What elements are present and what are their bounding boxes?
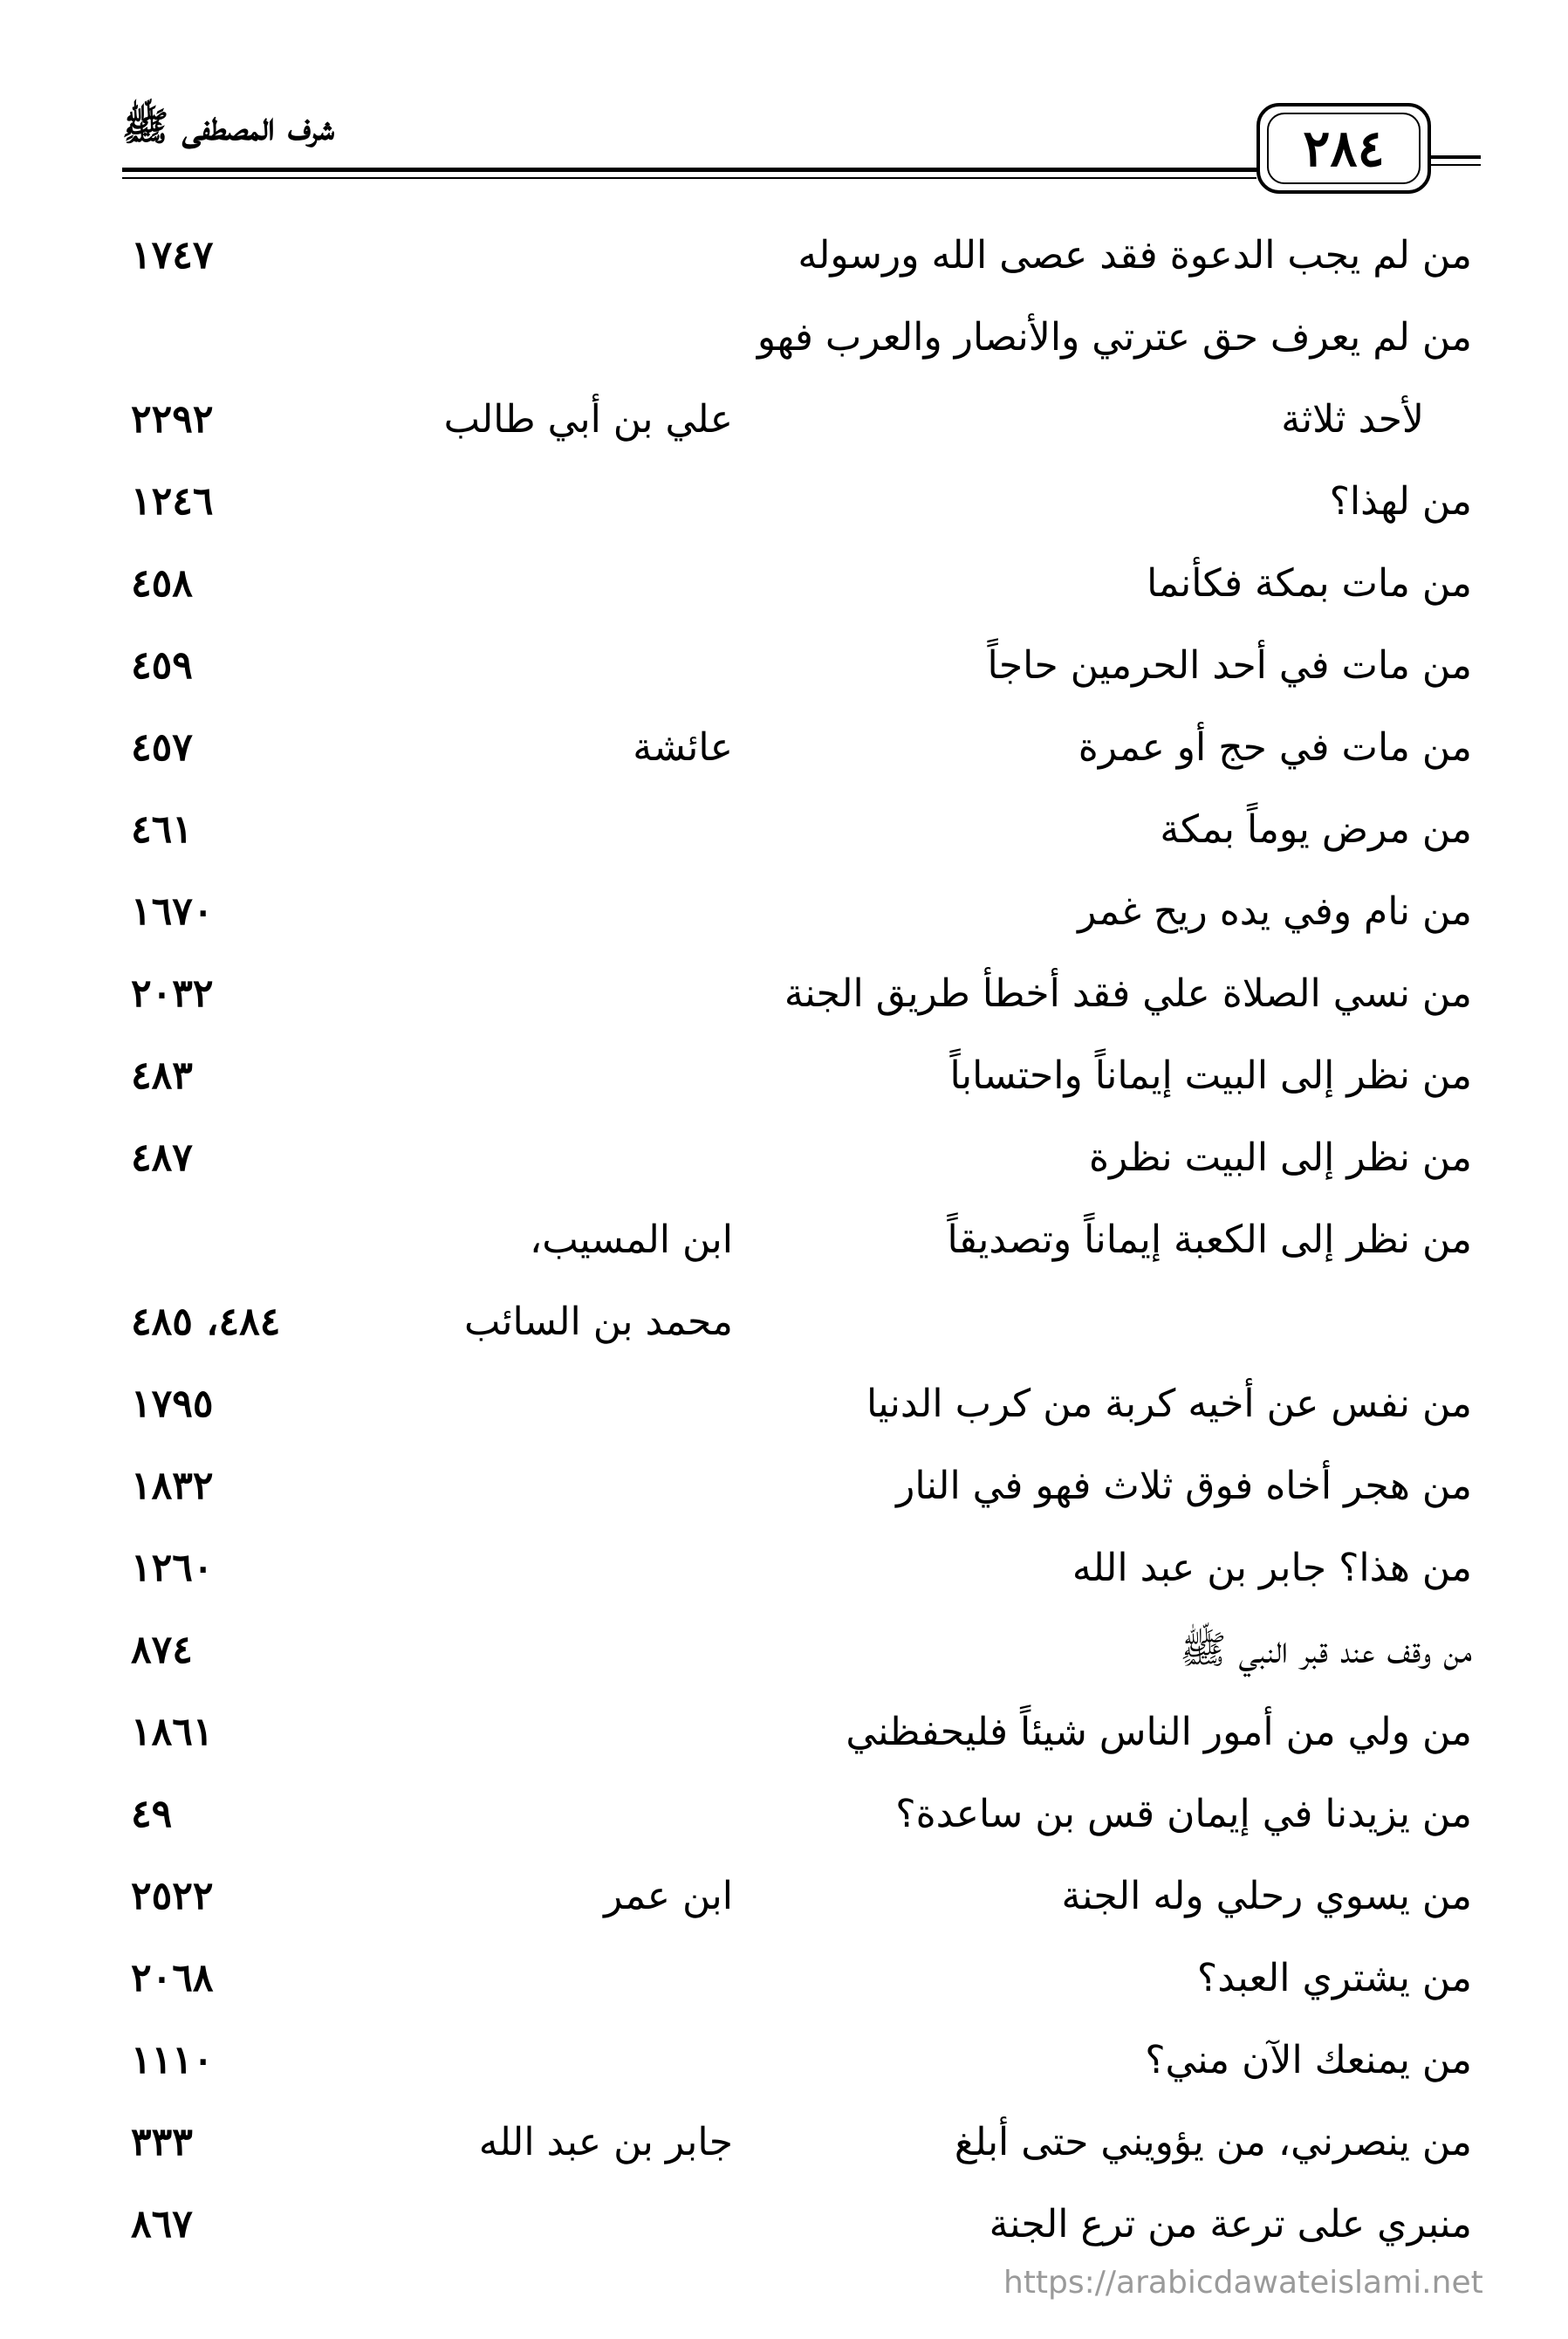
hadith-number: ١٦٧٠ <box>131 889 214 934</box>
hadith-number: ١٨٦١ <box>131 1710 214 1754</box>
page-number: ٢٨٤ <box>1267 113 1421 184</box>
hadith-text: من يسوي رحلي وله الجنة <box>1061 1874 1472 1918</box>
hadith-text: من لهذا؟ <box>1329 479 1472 524</box>
hadith-text: من يزيدنا في إيمان قس بن ساعدة؟ <box>895 1792 1472 1836</box>
index-entry <box>0 1866 1568 1927</box>
hadith-number: ١٢٦٠ <box>131 1546 214 1590</box>
hadith-number: ٨٧٤ <box>131 1628 193 1672</box>
hadith-number: ٤٥٧ <box>131 725 193 770</box>
hadith-text: من مرض يوماً بمكة <box>1160 807 1472 852</box>
hadith-number: ٤٨٣ <box>131 1053 193 1098</box>
index-entry <box>0 307 1568 368</box>
index-entry <box>0 2194 1568 2255</box>
hadith-number: ٤٥٨ <box>131 561 193 606</box>
index-entry <box>0 635 1568 696</box>
hadith-text: من نسي الصلاة علي فقد أخطأ طريق الجنة <box>784 971 1472 1016</box>
hadith-number: ٤٨٧ <box>131 1135 193 1180</box>
hadith-text: من يشتري العبد؟ <box>1196 1956 1472 2000</box>
narrator-name: محمد بن السائب <box>464 1300 733 1344</box>
hadith-text: من هذا؟ جابر بن عبد الله <box>1072 1546 1472 1590</box>
index-entry <box>0 1538 1568 1599</box>
hadith-number: ٨٦٧ <box>131 2202 193 2246</box>
hadith-number: ٢٥٢٢ <box>131 1874 214 1918</box>
index-entry <box>0 225 1568 286</box>
index-entry <box>0 1374 1568 1435</box>
index-entry <box>0 881 1568 943</box>
index-entry <box>0 1292 1568 1353</box>
hadith-number: ١٧٩٥ <box>131 1382 214 1426</box>
index-entry <box>0 1046 1568 1107</box>
hadith-text: منبري على ترعة من ترع الجنة <box>989 2202 1472 2246</box>
index-entry <box>0 799 1568 861</box>
hadith-number: ١٢٤٦ <box>131 479 214 524</box>
hadith-text: من مات بمكة فكأنما <box>1147 561 1472 606</box>
hadith-number: ٢٠٦٨ <box>131 1956 214 2000</box>
hadith-number: ٤٨٤، ٤٨٥ <box>131 1300 281 1344</box>
hadith-text: من نفس عن أخيه كربة من كرب الدنيا <box>866 1382 1472 1426</box>
hadith-number: ١١١٠ <box>131 2038 214 2082</box>
index-entry <box>0 2030 1568 2091</box>
hadith-number: ٢٢٩٢ <box>131 397 214 442</box>
index-entry <box>0 1128 1568 1189</box>
hadith-text: من ينصرني، من يؤويني حتى أبلغ <box>954 2120 1472 2164</box>
index-entry <box>0 1620 1568 1681</box>
hadith-text: لأحد ثلاثة <box>1281 397 1424 442</box>
hadith-number: ١٨٣٢ <box>131 1464 214 1508</box>
index-entry <box>0 1210 1568 1271</box>
index-entry <box>0 553 1568 614</box>
index-entry <box>0 964 1568 1025</box>
hadith-text: من لم يجب الدعوة فقد عصى الله ورسوله <box>798 233 1472 278</box>
index-entry <box>0 471 1568 532</box>
hadith-text: من لم يعرف حق عترتي والأنصار والعرب فهو <box>757 315 1472 360</box>
hadith-text: من يمنعك الآن مني؟ <box>1145 2038 1472 2082</box>
index-entry <box>0 1948 1568 2009</box>
narrator-name: جابر بن عبد الله <box>478 2120 733 2164</box>
narrator-name: ابن عمر <box>604 1874 733 1918</box>
index-entry <box>0 1456 1568 1517</box>
hadith-text: من نظر إلى البيت إيماناً واحتساباً <box>949 1053 1472 1098</box>
hadith-text: من ولي من أمور الناس شيئاً فليحفظني <box>846 1710 1472 1754</box>
hadith-number: ٤٥٩ <box>131 643 193 688</box>
hadith-text: من نظر إلى البيت نظرة <box>1089 1135 1472 1180</box>
index-entry <box>0 2112 1568 2173</box>
hadith-text: من هجر أخاه فوق ثلاث فهو في النار <box>896 1464 1472 1508</box>
hadith-number: ٢٠٣٢ <box>131 971 214 1016</box>
narrator-name: عائشة <box>633 725 733 770</box>
hadith-number: ٤٦١ <box>131 807 193 852</box>
hadith-text: من نظر إلى الكعبة إيماناً وتصديقاً <box>947 1218 1472 1262</box>
source-watermark: https://arabicdawateislami.net <box>1003 2265 1483 2301</box>
hadith-text: من مات في حج أو عمرة <box>1078 725 1472 770</box>
hadith-text: من نام وفي يده ريح غمر <box>1078 889 1472 934</box>
index-entry <box>0 389 1568 450</box>
running-title: شرف المصطفى ﷺ <box>122 105 335 149</box>
hadith-number: ١٧٤٧ <box>131 233 214 278</box>
index-entry <box>0 1702 1568 1763</box>
hadith-text: من وقف عند قبر النبي ﷺ <box>1180 1628 1472 1672</box>
narrator-name: علي بن أبي طالب <box>443 397 733 442</box>
index-entry <box>0 1784 1568 1845</box>
index-entry <box>0 717 1568 779</box>
narrator-name: ابن المسيب، <box>530 1218 733 1262</box>
hadith-number: ٤٩ <box>131 1792 173 1836</box>
hadith-number: ٣٣٣ <box>131 2120 193 2164</box>
hadith-text: من مات في أحد الحرمين حاجاً <box>987 643 1472 688</box>
